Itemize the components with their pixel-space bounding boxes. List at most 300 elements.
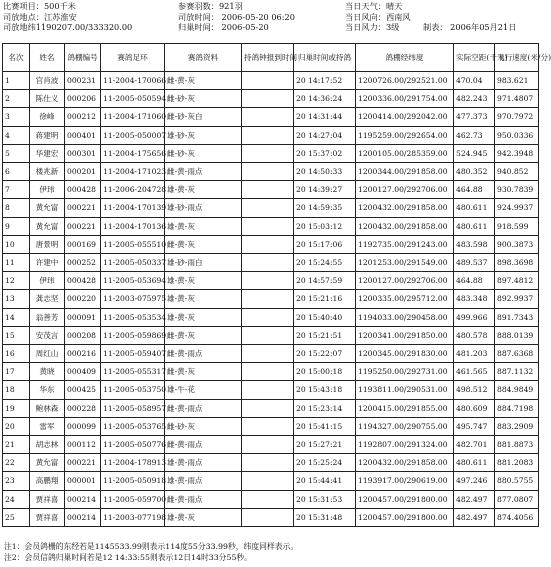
cell-ring: 11-2005-053750 bbox=[101, 381, 165, 399]
cell-coords: 1194327.00/290755.00 bbox=[356, 417, 454, 435]
table-row bbox=[3, 490, 539, 508]
cell-coords: 1193811.00/290531.00 bbox=[356, 381, 454, 399]
cell-speed: 971.4807 bbox=[495, 90, 539, 108]
cell-coords: 1200341.00/291850.00 bbox=[356, 326, 454, 344]
cell-name: 雷军 bbox=[30, 417, 65, 435]
cell-return-time: 20 15:27:21 bbox=[294, 436, 356, 454]
cell-distance: 462.73 bbox=[454, 126, 495, 144]
cell-ring: 11-2004-178913 bbox=[101, 454, 165, 472]
cell-rank: 20 bbox=[3, 417, 30, 435]
cell-name: 唐景明 bbox=[30, 235, 65, 253]
cell-bird-info: 雌-砂-灰白 bbox=[165, 108, 242, 126]
cell-return-time: 20 14:17:52 bbox=[294, 72, 356, 90]
cell-rank: 25 bbox=[3, 508, 30, 526]
cell-distance: 482.497 bbox=[454, 490, 495, 508]
table-row bbox=[3, 472, 539, 490]
cell-coords: 1192807.00/291324.00 bbox=[356, 436, 454, 454]
table-row bbox=[3, 454, 539, 472]
cell-bird-info: 雄-砂-灰 bbox=[165, 126, 242, 144]
cell-clock-time bbox=[242, 454, 294, 472]
cell-distance: 464.88 bbox=[454, 272, 495, 290]
made-date: 制表： 2006年05月21日 bbox=[423, 22, 517, 32]
cell-rank: 24 bbox=[3, 490, 30, 508]
cell-bird-info: 雄-黄-灰 bbox=[165, 508, 242, 526]
cell-loft-id: 000228 bbox=[65, 399, 101, 417]
cell-coords: 1194033.00/290458.00 bbox=[356, 308, 454, 326]
cell-distance: 481.203 bbox=[454, 345, 495, 363]
cell-name: 华东 bbox=[30, 381, 65, 399]
cell-name: 官肖波 bbox=[30, 72, 65, 90]
cell-name: 安茂言 bbox=[30, 326, 65, 344]
cell-bird-info: 雌-砂-灰 bbox=[165, 417, 242, 435]
cell-name: 陈仕义 bbox=[30, 90, 65, 108]
cell-return-time: 20 15:00:18 bbox=[294, 363, 356, 381]
cell-coords: 1200345.00/291830.00 bbox=[356, 345, 454, 363]
cell-rank: 8 bbox=[3, 199, 30, 217]
cell-return-time: 20 15:21:16 bbox=[294, 290, 356, 308]
cell-distance: 470.04 bbox=[454, 72, 495, 90]
cell-return-time: 20 15:43:18 bbox=[294, 381, 356, 399]
cell-loft-id: 000208 bbox=[65, 326, 101, 344]
cell-rank: 13 bbox=[3, 290, 30, 308]
cell-distance: 482.243 bbox=[454, 90, 495, 108]
cell-ring: 11-2003-075975 bbox=[101, 290, 165, 308]
cell-loft-id: 000214 bbox=[65, 508, 101, 526]
cell-name: 周红山 bbox=[30, 345, 65, 363]
cell-loft-id: 000231 bbox=[65, 72, 101, 90]
cell-clock-time bbox=[242, 272, 294, 290]
cell-return-time: 20 15:23:14 bbox=[294, 399, 356, 417]
cell-distance: 482.701 bbox=[454, 436, 495, 454]
cell-rank: 11 bbox=[3, 254, 30, 272]
table-row bbox=[3, 163, 539, 181]
cell-distance: 482.497 bbox=[454, 508, 495, 526]
table-row bbox=[3, 290, 539, 308]
cell-return-time: 20 15:37:02 bbox=[294, 144, 356, 162]
cell-name: 贾祥喜 bbox=[30, 508, 65, 526]
wind-force: 当日风力：3级 bbox=[345, 22, 400, 32]
table-row bbox=[3, 417, 539, 435]
cell-loft-id: 000425 bbox=[65, 381, 101, 399]
cell-distance: 480.578 bbox=[454, 326, 495, 344]
cell-distance: 461.565 bbox=[454, 363, 495, 381]
cell-ring: 11-2005-055317 bbox=[101, 363, 165, 381]
cell-speed: 887.1132 bbox=[495, 363, 539, 381]
cell-speed: 900.3873 bbox=[495, 235, 539, 253]
header-col-3 bbox=[345, 1, 411, 33]
table-row bbox=[3, 345, 539, 363]
results-body bbox=[3, 72, 539, 527]
results-table bbox=[2, 43, 551, 527]
cell-speed: 983.621 bbox=[495, 72, 539, 90]
cell-clock-time bbox=[242, 217, 294, 235]
cell-return-time: 20 15:22:07 bbox=[294, 345, 356, 363]
cell-speed: 884.7198 bbox=[495, 399, 539, 417]
cell-name: 伊玮 bbox=[30, 272, 65, 290]
release-coordinates: 司放地纬1190207.00/333320.00 bbox=[3, 22, 133, 32]
wind-direction: 当日风向：西南风 bbox=[345, 11, 411, 22]
cell-clock-time bbox=[242, 472, 294, 490]
cell-return-time: 20 15:03:12 bbox=[294, 217, 356, 235]
cell-loft-id: 000221 bbox=[65, 199, 101, 217]
table-row bbox=[3, 381, 539, 399]
cell-ring: 11-2005-050776 bbox=[101, 436, 165, 454]
cell-speed: 924.9937 bbox=[495, 199, 539, 217]
cell-clock-time bbox=[242, 126, 294, 144]
cell-loft-id: 000206 bbox=[65, 90, 101, 108]
cell-name: 翁善芳 bbox=[30, 308, 65, 326]
cell-bird-info: 雌-黄-雨点 bbox=[165, 399, 242, 417]
cell-name: 黄晓 bbox=[30, 363, 65, 381]
cell-coords: 1193917.00/290619.00 bbox=[356, 472, 454, 490]
cell-ring: 11-2005-059869 bbox=[101, 326, 165, 344]
cell-clock-time bbox=[242, 345, 294, 363]
cell-coords: 1195250.00/292731.00 bbox=[356, 363, 454, 381]
col-header-ring: 赛鸽足环 bbox=[101, 44, 165, 72]
cell-rank: 18 bbox=[3, 381, 30, 399]
cell-speed: 892.9937 bbox=[495, 290, 539, 308]
cell-clock-time bbox=[242, 381, 294, 399]
cell-return-time: 20 15:17:06 bbox=[294, 235, 356, 253]
header-col-1 bbox=[3, 1, 132, 33]
cell-loft-id: 000221 bbox=[65, 454, 101, 472]
cell-distance: 480.609 bbox=[454, 399, 495, 417]
cell-coords: 1192735.00/291243.00 bbox=[356, 235, 454, 253]
cell-bird-info: 雌-黄-雨点 bbox=[165, 490, 242, 508]
cell-distance: 495.747 bbox=[454, 417, 495, 435]
cell-loft-id: 000201 bbox=[65, 163, 101, 181]
cell-speed: 918.599 bbox=[495, 217, 539, 235]
cell-ring: 11-2004-175656 bbox=[101, 144, 165, 162]
cell-coords: 1200415.00/291855.00 bbox=[356, 399, 454, 417]
cell-bird-info: 雌-黄-灰 bbox=[165, 72, 242, 90]
cell-return-time: 20 15:25:24 bbox=[294, 454, 356, 472]
cell-speed: 930.7839 bbox=[495, 181, 539, 199]
cell-loft-id: 000216 bbox=[65, 345, 101, 363]
cell-bird-info: 雌-黄-灰 bbox=[165, 363, 242, 381]
cell-speed: 874.4056 bbox=[495, 508, 539, 526]
cell-coords: 1200432.00/291858.00 bbox=[356, 454, 454, 472]
cell-clock-time bbox=[242, 326, 294, 344]
col-header-bird-info: 赛鸽资料 bbox=[165, 44, 242, 72]
cell-ring: 11-2004-170139 bbox=[101, 199, 165, 217]
cell-ring: 11-2005-059407 bbox=[101, 345, 165, 363]
cell-loft-id: 000220 bbox=[65, 290, 101, 308]
cell-clock-time bbox=[242, 508, 294, 526]
cell-rank: 17 bbox=[3, 363, 30, 381]
table-header-row bbox=[3, 44, 539, 72]
cell-speed: 884.9849 bbox=[495, 381, 539, 399]
table-row bbox=[3, 217, 539, 235]
col-header-loft-id: 鸽棚编号 bbox=[65, 44, 101, 72]
cell-rank: 23 bbox=[3, 472, 30, 490]
cell-bird-info: 雄-黄-灰 bbox=[165, 217, 242, 235]
cell-ring: 11-2005-050918 bbox=[101, 472, 165, 490]
cell-coords: 1200726.00/292521.00 bbox=[356, 72, 454, 90]
cell-loft-id: 000428 bbox=[65, 272, 101, 290]
cell-return-time: 20 15:31:53 bbox=[294, 490, 356, 508]
cell-ring: 11-2006-204728 bbox=[101, 181, 165, 199]
cell-rank: 6 bbox=[3, 163, 30, 181]
table-row bbox=[3, 272, 539, 290]
cell-clock-time bbox=[242, 181, 294, 199]
cell-name: 黄允富 bbox=[30, 454, 65, 472]
cell-clock-time bbox=[242, 308, 294, 326]
cell-ring: 11-2004-171023 bbox=[101, 163, 165, 181]
cell-bird-info: 雄-牛-花 bbox=[165, 381, 242, 399]
table-row bbox=[3, 235, 539, 253]
cell-name: 伊玮 bbox=[30, 181, 65, 199]
cell-ring: 11-2003-077198 bbox=[101, 508, 165, 526]
cell-bird-info: 雄-黄-灰 bbox=[165, 290, 242, 308]
cell-rank: 7 bbox=[3, 181, 30, 199]
col-header-name: 姓名 bbox=[30, 44, 65, 72]
cell-rank: 4 bbox=[3, 126, 30, 144]
cell-name: 贾祥喜 bbox=[30, 490, 65, 508]
cell-return-time: 20 14:36:24 bbox=[294, 90, 356, 108]
table-row bbox=[3, 508, 539, 526]
table-row bbox=[3, 126, 539, 144]
table-row bbox=[3, 108, 539, 126]
col-header-distance: 实际空距(千米) bbox=[454, 44, 495, 72]
cell-coords: 1200127.00/292706.00 bbox=[356, 181, 454, 199]
cell-clock-time bbox=[242, 144, 294, 162]
table-row bbox=[3, 399, 539, 417]
cell-clock-time bbox=[242, 108, 294, 126]
table-row bbox=[3, 199, 539, 217]
cell-clock-time bbox=[242, 399, 294, 417]
cell-loft-id: 000401 bbox=[65, 126, 101, 144]
cell-loft-id: 000091 bbox=[65, 308, 101, 326]
col-header-return-time: 归巢时间或持鸽 bbox=[294, 44, 356, 72]
weather: 当日天气：晴天 bbox=[345, 1, 403, 11]
cell-loft-id: 000112 bbox=[65, 436, 101, 454]
col-header-rank: 名次 bbox=[3, 44, 30, 72]
cell-rank: 10 bbox=[3, 235, 30, 253]
cell-loft-id: 000001 bbox=[65, 472, 101, 490]
cell-bird-info: 雌-砂-灰 bbox=[165, 90, 242, 108]
cell-distance: 524.945 bbox=[454, 144, 495, 162]
race-item: 比赛项目：500千米 bbox=[3, 1, 76, 11]
cell-rank: 15 bbox=[3, 326, 30, 344]
cell-clock-time bbox=[242, 363, 294, 381]
cell-bird-info: 雌-黄-雨点 bbox=[165, 163, 242, 181]
cell-name: 胡志林 bbox=[30, 436, 65, 454]
cell-return-time: 20 15:44:41 bbox=[294, 472, 356, 490]
cell-distance: 483.598 bbox=[454, 235, 495, 253]
table-row bbox=[3, 254, 539, 272]
cell-speed: 881.2083 bbox=[495, 454, 539, 472]
cell-distance: 489.537 bbox=[454, 254, 495, 272]
cell-distance: 464.88 bbox=[454, 181, 495, 199]
table-row bbox=[3, 72, 539, 90]
cell-name: 鲍林森 bbox=[30, 399, 65, 417]
cell-bird-info: 雄-砂-雨点 bbox=[165, 199, 242, 217]
cell-coords: 1200457.00/291800.00 bbox=[356, 508, 454, 526]
cell-ring: 11-2005-058957 bbox=[101, 399, 165, 417]
report-header bbox=[3, 1, 537, 43]
cell-return-time: 20 15:21:51 bbox=[294, 326, 356, 344]
cell-clock-time bbox=[242, 417, 294, 435]
cell-rank: 5 bbox=[3, 144, 30, 162]
cell-bird-info: 雌-黄-雨点 bbox=[165, 345, 242, 363]
cell-speed: 881.8873 bbox=[495, 436, 539, 454]
cell-coords: 1200336.00/291754.00 bbox=[356, 90, 454, 108]
return-time: 归巢时间： 2006-05-20 bbox=[178, 22, 269, 32]
cell-clock-time bbox=[242, 90, 294, 108]
cell-ring: 11-2005-053765 bbox=[101, 417, 165, 435]
cell-loft-id: 000169 bbox=[65, 235, 101, 253]
cell-coords: 1200457.00/291800.00 bbox=[356, 490, 454, 508]
cell-coords: 1200432.00/291858.00 bbox=[356, 199, 454, 217]
entry-count: 参赛羽数：921羽 bbox=[178, 1, 243, 11]
results-table-wrap bbox=[2, 43, 551, 527]
cell-return-time: 20 14:31:44 bbox=[294, 108, 356, 126]
cell-distance: 497.246 bbox=[454, 472, 495, 490]
table-row bbox=[3, 326, 539, 344]
note-2: 注2：会员信鸽归巢时间若是12 14:33:55则表示12日14时33分55秒。 bbox=[4, 552, 252, 562]
cell-rank: 16 bbox=[3, 345, 30, 363]
cell-return-time: 20 14:57:59 bbox=[294, 272, 356, 290]
cell-return-time: 20 14:39:27 bbox=[294, 181, 356, 199]
cell-distance: 480.611 bbox=[454, 199, 495, 217]
cell-speed: 887.6368 bbox=[495, 345, 539, 363]
cell-loft-id: 000099 bbox=[65, 417, 101, 435]
cell-return-time: 20 15:41:15 bbox=[294, 417, 356, 435]
cell-return-time: 20 14:50:33 bbox=[294, 163, 356, 181]
cell-speed: 888.0139 bbox=[495, 326, 539, 344]
cell-ring: 11-2005-050337 bbox=[101, 254, 165, 272]
cell-loft-id: 000428 bbox=[65, 181, 101, 199]
col-header-clock-time: 持鸽钟报到时间 bbox=[242, 44, 294, 72]
cell-bird-info: 雌-砂-灰 bbox=[165, 144, 242, 162]
cell-ring: 11-2005-050594 bbox=[101, 90, 165, 108]
cell-ring: 11-2005-053694 bbox=[101, 272, 165, 290]
cell-speed: 950.0336 bbox=[495, 126, 539, 144]
cell-rank: 22 bbox=[3, 454, 30, 472]
cell-return-time: 20 15:31:48 bbox=[294, 508, 356, 526]
cell-clock-time bbox=[242, 490, 294, 508]
cell-clock-time bbox=[242, 436, 294, 454]
cell-speed: 970.7972 bbox=[495, 108, 539, 126]
cell-name: 龚志坚 bbox=[30, 290, 65, 308]
cell-coords: 1201253.00/291549.00 bbox=[356, 254, 454, 272]
cell-speed: 898.3698 bbox=[495, 254, 539, 272]
cell-loft-id: 000252 bbox=[65, 254, 101, 272]
cell-clock-time bbox=[242, 163, 294, 181]
release-time: 司放时间： 2006-05-20 06:20 bbox=[178, 11, 295, 22]
cell-rank: 19 bbox=[3, 399, 30, 417]
cell-return-time: 20 15:24:55 bbox=[294, 254, 356, 272]
cell-distance: 480.611 bbox=[454, 217, 495, 235]
cell-bird-info: 雄-砂-雨白 bbox=[165, 254, 242, 272]
table-row bbox=[3, 181, 539, 199]
col-header-coords: 鸽棚经纬度 bbox=[356, 44, 454, 72]
cell-name: 蒋建明 bbox=[30, 126, 65, 144]
cell-coords: 1200127.00/292706.00 bbox=[356, 272, 454, 290]
cell-bird-info: 雄-黄-灰 bbox=[165, 181, 242, 199]
cell-name: 高鹏翔 bbox=[30, 472, 65, 490]
cell-rank: 21 bbox=[3, 436, 30, 454]
cell-clock-time bbox=[242, 199, 294, 217]
cell-coords: 1200414.00/292042.00 bbox=[356, 108, 454, 126]
cell-ring: 11-2005-050007 bbox=[101, 126, 165, 144]
cell-loft-id: 000212 bbox=[65, 108, 101, 126]
table-row bbox=[3, 90, 539, 108]
cell-loft-id: 000409 bbox=[65, 363, 101, 381]
cell-distance: 480.611 bbox=[454, 454, 495, 472]
cell-rank: 3 bbox=[3, 108, 30, 126]
col-header-speed: 飞行速度(米/分) bbox=[495, 44, 539, 72]
cell-distance: 483.348 bbox=[454, 290, 495, 308]
table-row bbox=[3, 436, 539, 454]
cell-return-time: 20 14:59:35 bbox=[294, 199, 356, 217]
cell-rank: 12 bbox=[3, 272, 30, 290]
cell-coords: 1200335.00/295712.00 bbox=[356, 290, 454, 308]
notes bbox=[4, 542, 538, 563]
table-row bbox=[3, 144, 539, 162]
cell-rank: 1 bbox=[3, 72, 30, 90]
cell-return-time: 20 14:27:04 bbox=[294, 126, 356, 144]
cell-bird-info: 雌-黄-雨点 bbox=[165, 436, 242, 454]
cell-clock-time bbox=[242, 72, 294, 90]
cell-ring: 11-2005-053534 bbox=[101, 308, 165, 326]
cell-bird-info: 雄-黄-灰 bbox=[165, 272, 242, 290]
cell-name: 黄允富 bbox=[30, 217, 65, 235]
cell-return-time: 20 15:40:40 bbox=[294, 308, 356, 326]
note-1: 注1：会员鸽栅的东经若是1145533.99则表示114度55分33.99秒，纬度同样表示。 bbox=[4, 542, 299, 551]
cell-name: 楼兆新 bbox=[30, 163, 65, 181]
cell-loft-id: 000221 bbox=[65, 217, 101, 235]
cell-coords: 1200105.00/285359.00 bbox=[356, 144, 454, 162]
cell-clock-time bbox=[242, 235, 294, 253]
cell-distance: 499.966 bbox=[454, 308, 495, 326]
cell-ring: 11-2004-170136 bbox=[101, 217, 165, 235]
cell-name: 华建宏 bbox=[30, 144, 65, 162]
cell-name: 黄允富 bbox=[30, 199, 65, 217]
cell-speed: 891.7343 bbox=[495, 308, 539, 326]
cell-distance: 498.512 bbox=[454, 381, 495, 399]
cell-ring: 11-2005-059700 bbox=[101, 490, 165, 508]
release-location: 司放地点：江苏淮安 bbox=[3, 11, 77, 22]
cell-coords: 1200432.00/291858.00 bbox=[356, 217, 454, 235]
cell-rank: 9 bbox=[3, 217, 30, 235]
table-row bbox=[3, 308, 539, 326]
cell-bird-info: 雄-黄-灰 bbox=[165, 308, 242, 326]
cell-coords: 1200344.00/291858.00 bbox=[356, 163, 454, 181]
cell-bird-info: 雄-黄-雨点 bbox=[165, 472, 242, 490]
cell-ring: 11-2004-170066 bbox=[101, 72, 165, 90]
cell-speed: 880.5755 bbox=[495, 472, 539, 490]
cell-loft-id: 000301 bbox=[65, 144, 101, 162]
cell-ring: 11-2004-171060 bbox=[101, 108, 165, 126]
cell-bird-info: 雌-黄-灰 bbox=[165, 235, 242, 253]
cell-speed: 940.852 bbox=[495, 163, 539, 181]
cell-ring: 11-2005-055510 bbox=[101, 235, 165, 253]
cell-name: 许建中 bbox=[30, 254, 65, 272]
cell-clock-time bbox=[242, 254, 294, 272]
cell-distance: 477.373 bbox=[454, 108, 495, 126]
cell-coords: 1195259.00/292654.00 bbox=[356, 126, 454, 144]
cell-speed: 877.0807 bbox=[495, 490, 539, 508]
cell-speed: 942.3948 bbox=[495, 144, 539, 162]
cell-speed: 897.4812 bbox=[495, 272, 539, 290]
cell-rank: 14 bbox=[3, 308, 30, 326]
cell-bird-info: 雌-黄-灰 bbox=[165, 326, 242, 344]
cell-rank: 2 bbox=[3, 90, 30, 108]
cell-distance: 480.352 bbox=[454, 163, 495, 181]
table-row bbox=[3, 363, 539, 381]
